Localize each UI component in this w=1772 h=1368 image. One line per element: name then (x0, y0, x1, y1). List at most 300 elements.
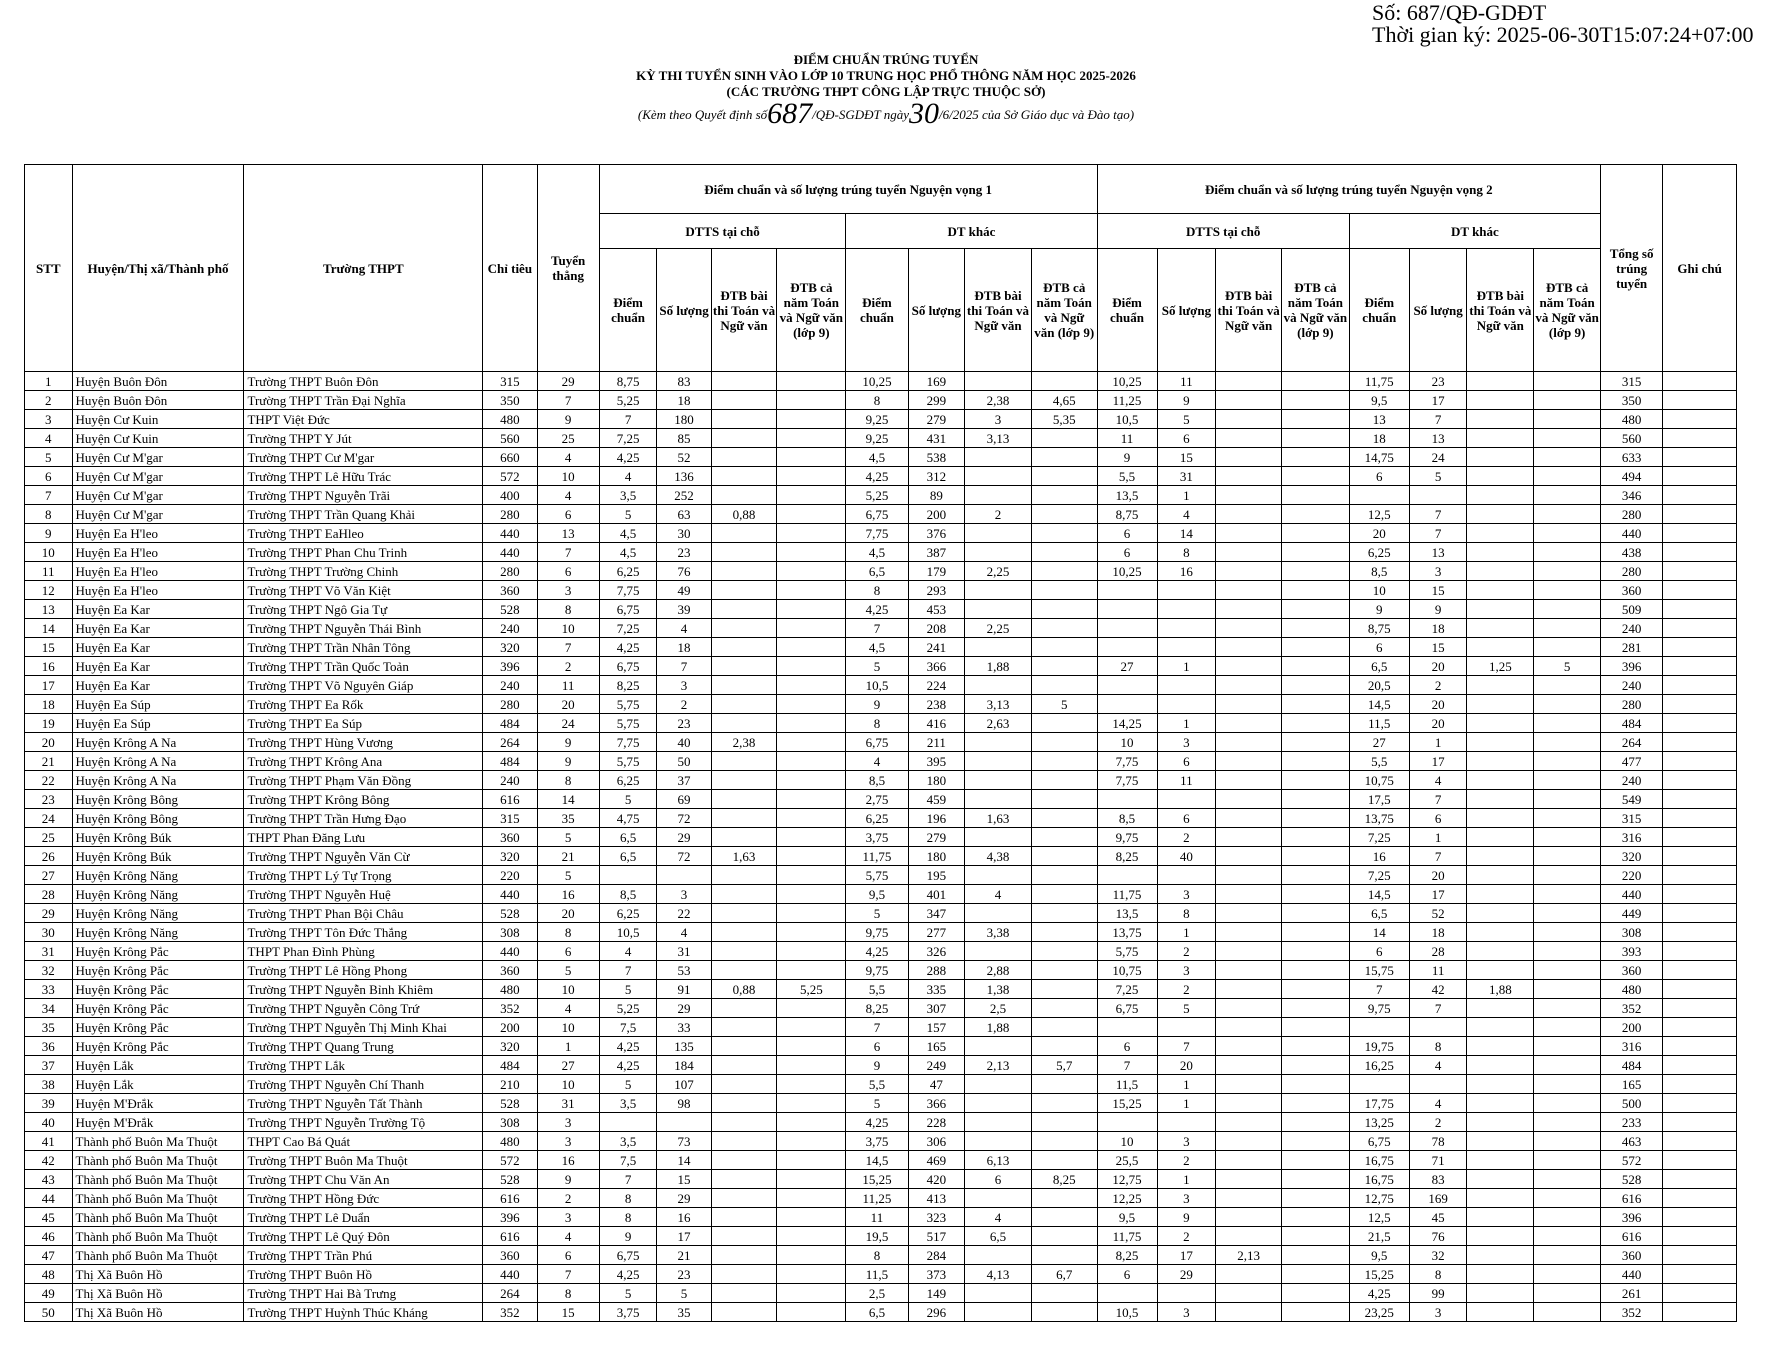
header-exam-average: ĐTB bài thi Toán và Ngữ văn (965, 249, 1032, 372)
cell-nv1-other-count: 453 (908, 600, 965, 619)
cell-nv2-local-count: 2 (1157, 980, 1216, 999)
cell-nv1-local-cutoff: 7,75 (599, 733, 657, 752)
cell-nv2-other-exam-avg (1467, 695, 1534, 714)
cell-notes (1663, 391, 1737, 410)
cell-nv1-local-cutoff: 4 (599, 467, 657, 486)
cell-nv1-other-cutoff: 5,5 (846, 980, 908, 999)
cell-nv2-other-count: 45 (1409, 1208, 1467, 1227)
cell-nv1-other-exam-avg: 6 (965, 1170, 1032, 1189)
cell-nv2-local-year-avg (1281, 809, 1349, 828)
cell-school: Trường THPT Trần Quốc Toản (244, 657, 483, 676)
cell-nv2-local-year-avg (1281, 486, 1349, 505)
cell-direct-admission: 4 (537, 448, 599, 467)
cell-nv2-other-year-avg (1534, 847, 1601, 866)
cell-nv1-local-year-avg (777, 771, 846, 790)
cell-notes (1663, 410, 1737, 429)
cell-nv1-local-cutoff: 7,5 (599, 1018, 657, 1037)
cell-nv2-local-count: 6 (1157, 429, 1216, 448)
cell-nv1-other-exam-avg: 1,38 (965, 980, 1032, 999)
cell-nv2-local-year-avg (1281, 543, 1349, 562)
cell-nv1-local-year-avg (777, 1246, 846, 1265)
cell-nv1-other-cutoff: 7,75 (846, 524, 908, 543)
cell-nv1-local-count: 31 (657, 942, 711, 961)
cell-nv2-other-cutoff: 13,25 (1349, 1113, 1409, 1132)
cell-nv1-local-cutoff: 7 (599, 410, 657, 429)
cell-nv1-local-exam-avg (711, 809, 777, 828)
cell-nv1-local-cutoff: 4,5 (599, 524, 657, 543)
cell-nv1-local-cutoff: 8,5 (599, 885, 657, 904)
cell-school: Trường THPT Phan Chu Trinh (244, 543, 483, 562)
cell-nv2-local-cutoff: 9 (1097, 448, 1157, 467)
cell-nv1-local-exam-avg (711, 1227, 777, 1246)
cell-quota: 210 (483, 1075, 537, 1094)
cell-nv1-other-cutoff: 4,5 (846, 638, 908, 657)
cell-nv2-other-cutoff: 18 (1349, 429, 1409, 448)
cell-total: 316 (1601, 1037, 1663, 1056)
cell-nv1-other-exam-avg: 4,13 (965, 1265, 1032, 1284)
cell-direct-admission: 7 (537, 391, 599, 410)
cell-district: Huyện Ea Kar (72, 619, 244, 638)
cell-nv1-other-cutoff: 5,75 (846, 866, 908, 885)
cell-direct-admission: 5 (537, 828, 599, 847)
cell-nv2-local-exam-avg (1216, 1170, 1282, 1189)
cell-quota: 616 (483, 1189, 537, 1208)
cell-total: 528 (1601, 1170, 1663, 1189)
cell-nv1-local-count: 136 (657, 467, 711, 486)
cell-notes (1663, 885, 1737, 904)
cell-nv2-local-exam-avg (1216, 866, 1282, 885)
cell-quota: 360 (483, 581, 537, 600)
cell-nv1-local-exam-avg (711, 600, 777, 619)
cell-notes (1663, 1170, 1737, 1189)
cell-nv1-local-exam-avg (711, 391, 777, 410)
cell-nv1-other-cutoff: 5 (846, 1094, 908, 1113)
cell-district: Huyện Krông Năng (72, 923, 244, 942)
table-row (25, 1151, 1737, 1170)
cell-nv2-other-exam-avg (1467, 638, 1534, 657)
cell-nv2-other-exam-avg (1467, 676, 1534, 695)
cell-nv2-local-count: 8 (1157, 904, 1216, 923)
cell-school: Trường THPT Buôn Đôn (244, 372, 483, 391)
cell-stt: 48 (25, 1265, 73, 1284)
cell-nv2-other-count: 20 (1409, 866, 1467, 885)
cell-direct-admission: 10 (537, 1018, 599, 1037)
cell-nv1-other-count: 180 (908, 771, 965, 790)
cell-nv1-other-cutoff: 10,25 (846, 372, 908, 391)
cell-nv1-other-cutoff: 4,25 (846, 942, 908, 961)
cell-stt: 35 (25, 1018, 73, 1037)
cell-nv2-local-year-avg (1281, 1284, 1349, 1303)
cell-quota: 484 (483, 1056, 537, 1075)
cell-nv2-local-exam-avg (1216, 486, 1282, 505)
cell-nv2-local-year-avg (1281, 714, 1349, 733)
cell-nv2-local-year-avg (1281, 1094, 1349, 1113)
cell-notes (1663, 866, 1737, 885)
cell-nv1-local-cutoff: 3,75 (599, 1303, 657, 1322)
table-row (25, 638, 1737, 657)
table-body (25, 372, 1737, 1322)
cell-nv2-other-count: 8 (1409, 1265, 1467, 1284)
cell-nv1-local-exam-avg (711, 1075, 777, 1094)
cell-nv2-local-year-avg (1281, 1303, 1349, 1322)
cell-nv1-local-count: 184 (657, 1056, 711, 1075)
cell-stt: 24 (25, 809, 73, 828)
cell-stt: 18 (25, 695, 73, 714)
cell-nv2-other-count: 2 (1409, 676, 1467, 695)
cell-nv2-other-count: 24 (1409, 448, 1467, 467)
cell-nv2-local-cutoff: 10,25 (1097, 562, 1157, 581)
cell-direct-admission: 2 (537, 657, 599, 676)
cell-quota: 280 (483, 695, 537, 714)
cell-nv1-other-count: 296 (908, 1303, 965, 1322)
cell-nv2-other-year-avg (1534, 1284, 1601, 1303)
cell-district: Huyện Krông Búk (72, 847, 244, 866)
cell-quota: 396 (483, 1208, 537, 1227)
cell-nv1-other-count: 288 (908, 961, 965, 980)
cell-district: Huyện Ea Súp (72, 714, 244, 733)
cell-nv2-other-exam-avg (1467, 1075, 1534, 1094)
cell-nv2-other-year-avg (1534, 1208, 1601, 1227)
cell-nv2-other-year-avg (1534, 1018, 1601, 1037)
cell-nv1-other-count: 224 (908, 676, 965, 695)
cell-district: Huyện Krông Pắc (72, 999, 244, 1018)
cell-nv2-other-cutoff: 6,5 (1349, 904, 1409, 923)
cell-nv2-other-cutoff: 6 (1349, 467, 1409, 486)
cell-nv1-local-exam-avg (711, 923, 777, 942)
cell-nv2-other-year-avg (1534, 790, 1601, 809)
cell-direct-admission: 31 (537, 1094, 599, 1113)
cell-nv2-other-count (1409, 1075, 1467, 1094)
cell-notes (1663, 1056, 1737, 1075)
cell-nv1-local-cutoff: 4 (599, 942, 657, 961)
cell-nv2-other-year-avg (1534, 486, 1601, 505)
cell-nv2-local-exam-avg (1216, 714, 1282, 733)
cell-notes (1663, 676, 1737, 695)
cell-nv2-local-cutoff: 10 (1097, 733, 1157, 752)
cell-notes (1663, 1094, 1737, 1113)
cell-notes (1663, 1227, 1737, 1246)
cell-notes (1663, 1189, 1737, 1208)
cell-total: 281 (1601, 638, 1663, 657)
cell-nv2-local-year-avg (1281, 410, 1349, 429)
cell-nv1-other-year-avg (1031, 486, 1097, 505)
cell-school: Trường THPT Chu Văn An (244, 1170, 483, 1189)
cell-nv1-local-cutoff: 6,75 (599, 600, 657, 619)
cell-quota: 440 (483, 885, 537, 904)
cell-stt: 3 (25, 410, 73, 429)
cell-nv1-local-year-avg (777, 904, 846, 923)
cell-nv1-local-cutoff: 3,5 (599, 1094, 657, 1113)
table-row (25, 1265, 1737, 1284)
cell-nv1-other-cutoff: 4,5 (846, 543, 908, 562)
cell-total: 360 (1601, 1246, 1663, 1265)
table-row (25, 410, 1737, 429)
cell-nv1-local-year-avg (777, 638, 846, 657)
cell-nv1-other-count: 312 (908, 467, 965, 486)
cell-district: Huyện Cư M'gar (72, 505, 244, 524)
cell-nv1-other-year-avg (1031, 1018, 1097, 1037)
cell-district: Huyện Krông Năng (72, 885, 244, 904)
cell-nv1-other-exam-avg: 2 (965, 505, 1032, 524)
cell-nv2-local-exam-avg (1216, 657, 1282, 676)
cell-nv2-local-count (1157, 581, 1216, 600)
cell-nv1-local-count: 23 (657, 714, 711, 733)
table-row (25, 695, 1737, 714)
cell-nv2-local-cutoff (1097, 619, 1157, 638)
cell-nv1-other-year-avg (1031, 866, 1097, 885)
cell-nv1-local-exam-avg (711, 1037, 777, 1056)
cell-total: 500 (1601, 1094, 1663, 1113)
cell-nv1-other-count: 293 (908, 581, 965, 600)
cell-nv1-other-count: 395 (908, 752, 965, 771)
cell-quota: 396 (483, 657, 537, 676)
cell-nv1-other-exam-avg (965, 771, 1032, 790)
cell-district: Huyện Lắk (72, 1075, 244, 1094)
cell-school: Trường THPT Võ Nguyên Giáp (244, 676, 483, 695)
cell-notes (1663, 486, 1737, 505)
cell-school: Trường THPT Hồng Đức (244, 1189, 483, 1208)
cell-nv2-local-year-avg (1281, 429, 1349, 448)
cell-nv2-other-exam-avg (1467, 999, 1534, 1018)
cell-nv2-other-count: 23 (1409, 372, 1467, 391)
cell-nv1-local-exam-avg (711, 828, 777, 847)
cell-quota: 572 (483, 1151, 537, 1170)
cell-stt: 40 (25, 1113, 73, 1132)
cell-nv2-local-exam-avg (1216, 1265, 1282, 1284)
cell-nv2-other-exam-avg (1467, 752, 1534, 771)
cell-nv2-other-year-avg (1534, 562, 1601, 581)
cell-notes (1663, 657, 1737, 676)
table-row (25, 1208, 1737, 1227)
cell-nv1-local-exam-avg (711, 790, 777, 809)
cell-nv2-local-exam-avg (1216, 999, 1282, 1018)
cell-nv2-other-exam-avg (1467, 1170, 1534, 1189)
cell-nv2-other-exam-avg (1467, 410, 1534, 429)
cell-nv2-other-count: 15 (1409, 581, 1467, 600)
cell-nv1-local-count: 4 (657, 619, 711, 638)
cell-nv1-local-cutoff: 4,5 (599, 543, 657, 562)
cell-nv1-other-count: 179 (908, 562, 965, 581)
cell-district: Huyện Buôn Đôn (72, 391, 244, 410)
cell-nv2-local-cutoff: 11,5 (1097, 1075, 1157, 1094)
cell-nv1-other-year-avg (1031, 714, 1097, 733)
cell-quota: 280 (483, 562, 537, 581)
table-row (25, 980, 1737, 999)
cell-total: 560 (1601, 429, 1663, 448)
cell-nv2-local-year-avg (1281, 695, 1349, 714)
cell-nv1-local-cutoff: 5,75 (599, 714, 657, 733)
cell-notes (1663, 828, 1737, 847)
cell-nv1-local-year-avg (777, 790, 846, 809)
cell-nv1-other-cutoff: 4,25 (846, 467, 908, 486)
cell-nv2-other-exam-avg (1467, 790, 1534, 809)
cell-nv2-local-year-avg (1281, 372, 1349, 391)
cell-nv2-other-count: 32 (1409, 1246, 1467, 1265)
cell-nv1-other-year-avg (1031, 961, 1097, 980)
table-row (25, 885, 1737, 904)
cell-nv2-other-count: 7 (1409, 524, 1467, 543)
cell-nv1-local-count: 40 (657, 733, 711, 752)
header-school: Trường THPT (244, 165, 483, 372)
cell-nv1-local-count: 16 (657, 1208, 711, 1227)
cell-nv2-local-count: 1 (1157, 1170, 1216, 1189)
cell-nv1-other-exam-avg: 6,5 (965, 1227, 1032, 1246)
cell-nv2-other-year-avg (1534, 733, 1601, 752)
cell-nv2-other-cutoff: 9 (1349, 600, 1409, 619)
cell-total: 233 (1601, 1113, 1663, 1132)
cell-nv1-local-year-avg (777, 467, 846, 486)
cell-nv1-local-exam-avg (711, 904, 777, 923)
header-year-average: ĐTB cả năm Toán và Ngữ văn (lớp 9) (1534, 249, 1601, 372)
cell-school: Trường THPT Ea Súp (244, 714, 483, 733)
table-row (25, 733, 1737, 752)
cell-nv1-other-exam-avg (965, 1132, 1032, 1151)
header-stt: STT (25, 165, 73, 372)
cell-nv1-local-cutoff: 6,25 (599, 771, 657, 790)
cell-nv1-other-year-avg (1031, 657, 1097, 676)
cell-nv2-other-year-avg (1534, 410, 1601, 429)
cell-school: Trường THPT Trần Đại Nghĩa (244, 391, 483, 410)
header-quota: Chỉ tiêu (483, 165, 537, 372)
cell-quota: 560 (483, 429, 537, 448)
cell-nv2-other-cutoff: 27 (1349, 733, 1409, 752)
cell-nv2-other-count: 4 (1409, 1056, 1467, 1075)
header-direct-admission: Tuyển thẳng (537, 165, 599, 372)
cell-district: Thành phố Buôn Ma Thuột (72, 1170, 244, 1189)
cell-nv2-local-year-avg (1281, 790, 1349, 809)
cell-notes (1663, 1284, 1737, 1303)
cell-nv2-local-exam-avg (1216, 790, 1282, 809)
cell-nv2-other-cutoff: 9,5 (1349, 391, 1409, 410)
cell-nv2-local-count (1157, 619, 1216, 638)
cell-quota: 315 (483, 809, 537, 828)
cell-nv2-local-count: 1 (1157, 657, 1216, 676)
cell-nv1-other-count: 307 (908, 999, 965, 1018)
cell-nv1-other-count: 200 (908, 505, 965, 524)
cell-nv2-other-cutoff: 8,5 (1349, 562, 1409, 581)
cell-school: Trường THPT Nguyễn Trường Tộ (244, 1113, 483, 1132)
cell-nv2-local-year-avg (1281, 923, 1349, 942)
cell-nv1-local-exam-avg (711, 885, 777, 904)
cell-nv1-other-count: 208 (908, 619, 965, 638)
cell-nv1-other-cutoff: 6,75 (846, 733, 908, 752)
cell-nv1-local-exam-avg (711, 942, 777, 961)
cell-stt: 37 (25, 1056, 73, 1075)
cell-nv2-other-year-avg (1534, 524, 1601, 543)
cell-nv2-local-cutoff (1097, 866, 1157, 885)
cell-nv1-local-cutoff: 8,25 (599, 676, 657, 695)
cell-nv2-local-count (1157, 790, 1216, 809)
cell-quota: 308 (483, 1113, 537, 1132)
cell-stt: 36 (25, 1037, 73, 1056)
cell-nv1-other-exam-avg: 3 (965, 410, 1032, 429)
cell-nv1-local-cutoff: 8 (599, 1189, 657, 1208)
cell-nv2-local-exam-avg (1216, 562, 1282, 581)
cell-direct-admission: 3 (537, 1132, 599, 1151)
cell-quota: 360 (483, 828, 537, 847)
cell-nv1-other-cutoff: 8 (846, 581, 908, 600)
cell-nv1-local-cutoff: 5,75 (599, 752, 657, 771)
cell-notes (1663, 790, 1737, 809)
cell-nv1-local-exam-avg (711, 1303, 777, 1322)
cell-nv1-local-exam-avg (711, 619, 777, 638)
cell-school: Trường THPT Phạm Văn Đồng (244, 771, 483, 790)
cell-nv1-local-year-avg (777, 1037, 846, 1056)
cell-nv1-local-exam-avg (711, 429, 777, 448)
cell-nv1-other-exam-avg (965, 1113, 1032, 1132)
header-year-average: ĐTB cả năm Toán và Ngữ văn (lớp 9) (1281, 249, 1349, 372)
cell-nv1-local-exam-avg: 0,88 (711, 980, 777, 999)
cell-nv1-other-count: 249 (908, 1056, 965, 1075)
cell-district: Huyện Krông Pắc (72, 1037, 244, 1056)
cell-nv1-local-year-avg (777, 1284, 846, 1303)
cell-nv1-local-exam-avg (711, 771, 777, 790)
cell-nv1-local-exam-avg (711, 1094, 777, 1113)
cell-nv1-local-year-avg (777, 961, 846, 980)
cell-nv1-other-cutoff: 9,75 (846, 923, 908, 942)
cell-stt: 42 (25, 1151, 73, 1170)
cell-district: Huyện Ea H'leo (72, 562, 244, 581)
cell-nv2-local-year-avg (1281, 980, 1349, 999)
cell-nv1-other-year-avg (1031, 676, 1097, 695)
cell-district: Huyện Cư Kuin (72, 410, 244, 429)
cell-nv2-other-exam-avg (1467, 771, 1534, 790)
cell-nv2-local-exam-avg (1216, 752, 1282, 771)
cell-nv2-local-count: 3 (1157, 733, 1216, 752)
cell-nv1-local-count: 33 (657, 1018, 711, 1037)
cell-total: 633 (1601, 448, 1663, 467)
cell-stt: 33 (25, 980, 73, 999)
cell-quota: 528 (483, 1170, 537, 1189)
cell-nv2-local-count: 11 (1157, 372, 1216, 391)
document-title: ĐIỂM CHUẨN TRÚNG TUYỂN (793, 52, 979, 67)
cell-total: 484 (1601, 1056, 1663, 1075)
cell-stt: 30 (25, 923, 73, 942)
cell-nv1-local-year-avg (777, 1303, 846, 1322)
cell-nv2-other-year-avg (1534, 391, 1601, 410)
header-count: Số lượng (657, 249, 711, 372)
cell-total: 240 (1601, 771, 1663, 790)
cell-nv1-local-cutoff: 3,5 (599, 486, 657, 505)
cell-nv1-other-exam-avg (965, 543, 1032, 562)
cell-nv2-local-count: 2 (1157, 1227, 1216, 1246)
cell-nv2-local-year-avg (1281, 1208, 1349, 1227)
cell-total: 316 (1601, 828, 1663, 847)
cell-nv1-local-count: 5 (657, 1284, 711, 1303)
cell-nv2-other-cutoff: 11,5 (1349, 714, 1409, 733)
cell-nv2-other-count: 18 (1409, 923, 1467, 942)
cell-stt: 23 (25, 790, 73, 809)
cell-nv1-local-count: 23 (657, 1265, 711, 1284)
cell-nv1-local-exam-avg (711, 410, 777, 429)
cell-nv2-local-cutoff: 14,25 (1097, 714, 1157, 733)
cell-nv2-other-exam-avg (1467, 1265, 1534, 1284)
cell-nv2-other-cutoff: 7,25 (1349, 866, 1409, 885)
cell-nv1-local-cutoff: 6,5 (599, 828, 657, 847)
cell-school: Trường THPT EaHleo (244, 524, 483, 543)
cell-nv1-local-exam-avg (711, 581, 777, 600)
cell-nv1-local-year-avg (777, 809, 846, 828)
cell-notes (1663, 1037, 1737, 1056)
cell-direct-admission: 10 (537, 1075, 599, 1094)
cell-nv2-other-cutoff: 6,5 (1349, 657, 1409, 676)
cell-nv1-local-year-avg (777, 524, 846, 543)
cell-nv1-other-year-avg (1031, 1303, 1097, 1322)
cell-stt: 20 (25, 733, 73, 752)
cell-total: 494 (1601, 467, 1663, 486)
cell-nv2-other-cutoff: 4,25 (1349, 1284, 1409, 1303)
cell-nv1-local-count: 7 (657, 657, 711, 676)
